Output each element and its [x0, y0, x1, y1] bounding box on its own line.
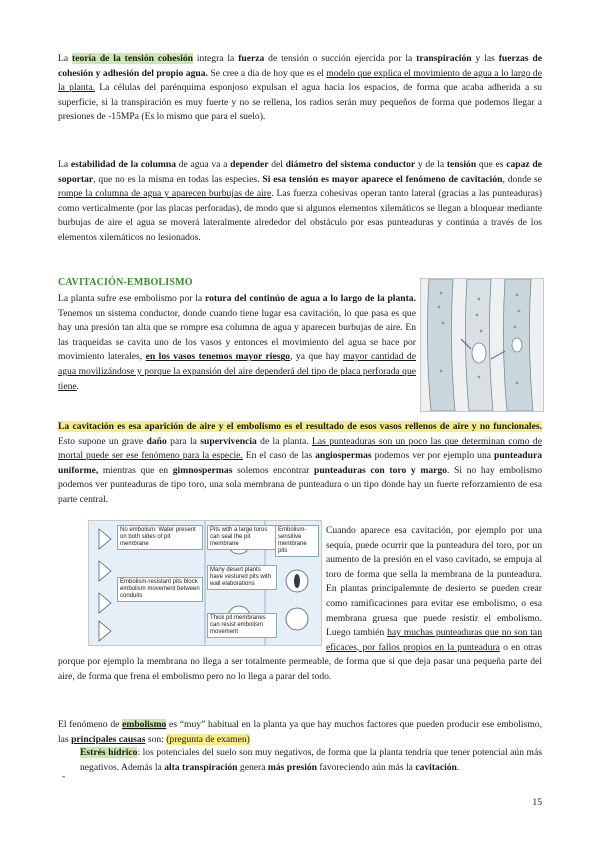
paragraph-embolism: La planta sufre ese embolismo por la rotura del continúo de agua a lo largo de la planta. Tenemos un sistema conductor, donde cuando tiene lugar esa cavitación, lo que pasa es que hay una presión tan alta que se rompre esa columna de agua y aparecen burbujas de aire. En las traqueidas se cavita uno de los vasos y entonces el movimiento del agua se hace por movimiento laterales, en los vasos tenemos mayor riesgo, ya que hay mayor cantidad de agua movilizándose y porque la expansión del aire dependerá del tipo de placa perforada que tiene. [58, 293, 416, 392]
figure-float-spacer [58, 524, 326, 648]
bullet-water-stress: Estrés hídrico: los potenciales del suelo son muy negativos, de forma que la planta tendría que tener potencial aún más negativos. Además la alta transpiración genera más presión favoreciendo aún más la cavitación. [80, 747, 542, 773]
label-large-torus: Pits with a large torus can seal the pit membrane [207, 525, 277, 550]
xylem-illustration [420, 278, 544, 412]
bullet-dash: - [62, 771, 66, 782]
label-embolism-resistant: Embolism-resistant pits block embolism movement between conduits [117, 577, 203, 602]
section-heading-cavitation: CAVITACIÓN-EMBOLISMO [58, 277, 193, 288]
paragraph-cavitation-drought: Cuando aparece esa cavitación, por ejemplo por una sequía, puede ocurrir que la punteadura del toro, por un aumento de la presión en el vaso cavitado, se empuja al toro de forma que sella la membrana de la punteadura. En plantas principalemnte de desierto se pueden crear como ramificaciones para evitar ese embolismo, o esa membrana gruesa que puede resistir el embolismo. Luego también hay muchas punteaduras que no son tan eficaces, por fallos propios en la punteadura o en otras porque por ejemplo la membrana no llega a ser totalmente permeable, de forma que si que deja pasar una pequeña parte del aire, de forma que frena el embolismo pero no lo llega a parar del todo. [58, 525, 542, 682]
label-no-embolism: No embolism: Water present on both sides of pit membrane [117, 525, 203, 550]
paragraph-cavitation-definition: La cavitación es esa aparición de aire y el embolismo es el resultado de esos vasos rellenos de aire y no funcionales. Esto supone un grave daño para la supervivencia de la planta. Las punteaduras son un poco las que determinan como de mortal puede ser ese fenómeno para la especie. En el caso de las angiospermas podemos ver por ejemplo una punteadura uniforme, mientras que en gimnospermas solemos encontrar punteaduras con toro y margo. Si no hay embolismo podemos ver punteaduras de tipo toro, una sola membrana de punteadura o un tipo donde hay un fuerte reforzamiento de esa parte central. [58, 421, 542, 505]
paragraph-tension-cohesion: La teoría de la tensión cohesión integra la fuerza de tensión o succión ejercida por la transpiración y las fuerzas de cohesión y adhesión del propio agua. Se cree a día de hoy que es el modelo que explica el movimiento de agua a lo largo de la planta. La células del parénquima esponjoso expulsan el agua hacia los espacios, de forma que acaba adherida a su superficie, si la transpiración es muy fuerte y no se rellena, los radios serán muy pequeños de forma que podemos llegar a presiones de -15MPa (Es lo mismo que para el suelo). [58, 53, 542, 123]
label-vestured-pits: Many desert plants have vestured pits with wall elaborations [207, 565, 277, 590]
xylem-vessels-drawing [421, 279, 543, 411]
paragraph-column-stability: La estabilidad de la columna de agua va a depender del diámetro del sistema conductor y de la tensión que es capaz de soportar, que no es la misma en todas las especies. Si esa tensión es mayor aparece el fenómeno de cavitación, donde se rompe la columna de agua y aparecen burbujas de aire. Las fuerza cohesivas operan tanto lateral (gracias a las punteaduras) como verticalmente (por las placas perforadas), de modo que si algunos elementos xilemáticos se llegan a bloquear mediante burbujas de aire el agua se moverá lateralmente alrededor del obstáculo por esas punteaduras y continúa a través de los elementos xilemáticos no lesionados. [58, 159, 542, 243]
label-sensitive-pits: Embolism-sensitive membrane pits [275, 525, 319, 557]
page-number: 15 [532, 797, 542, 808]
paragraph-embolism-causes: El fenómeno de embolismo es “muy” habitual en la planta ya que hay muchos factores que pueden producir ese embolismo, las principales causas son: (pregunta de examen) [58, 719, 542, 745]
label-thick-membranes: Thick pit membranes can resist embolism movement [207, 613, 277, 638]
